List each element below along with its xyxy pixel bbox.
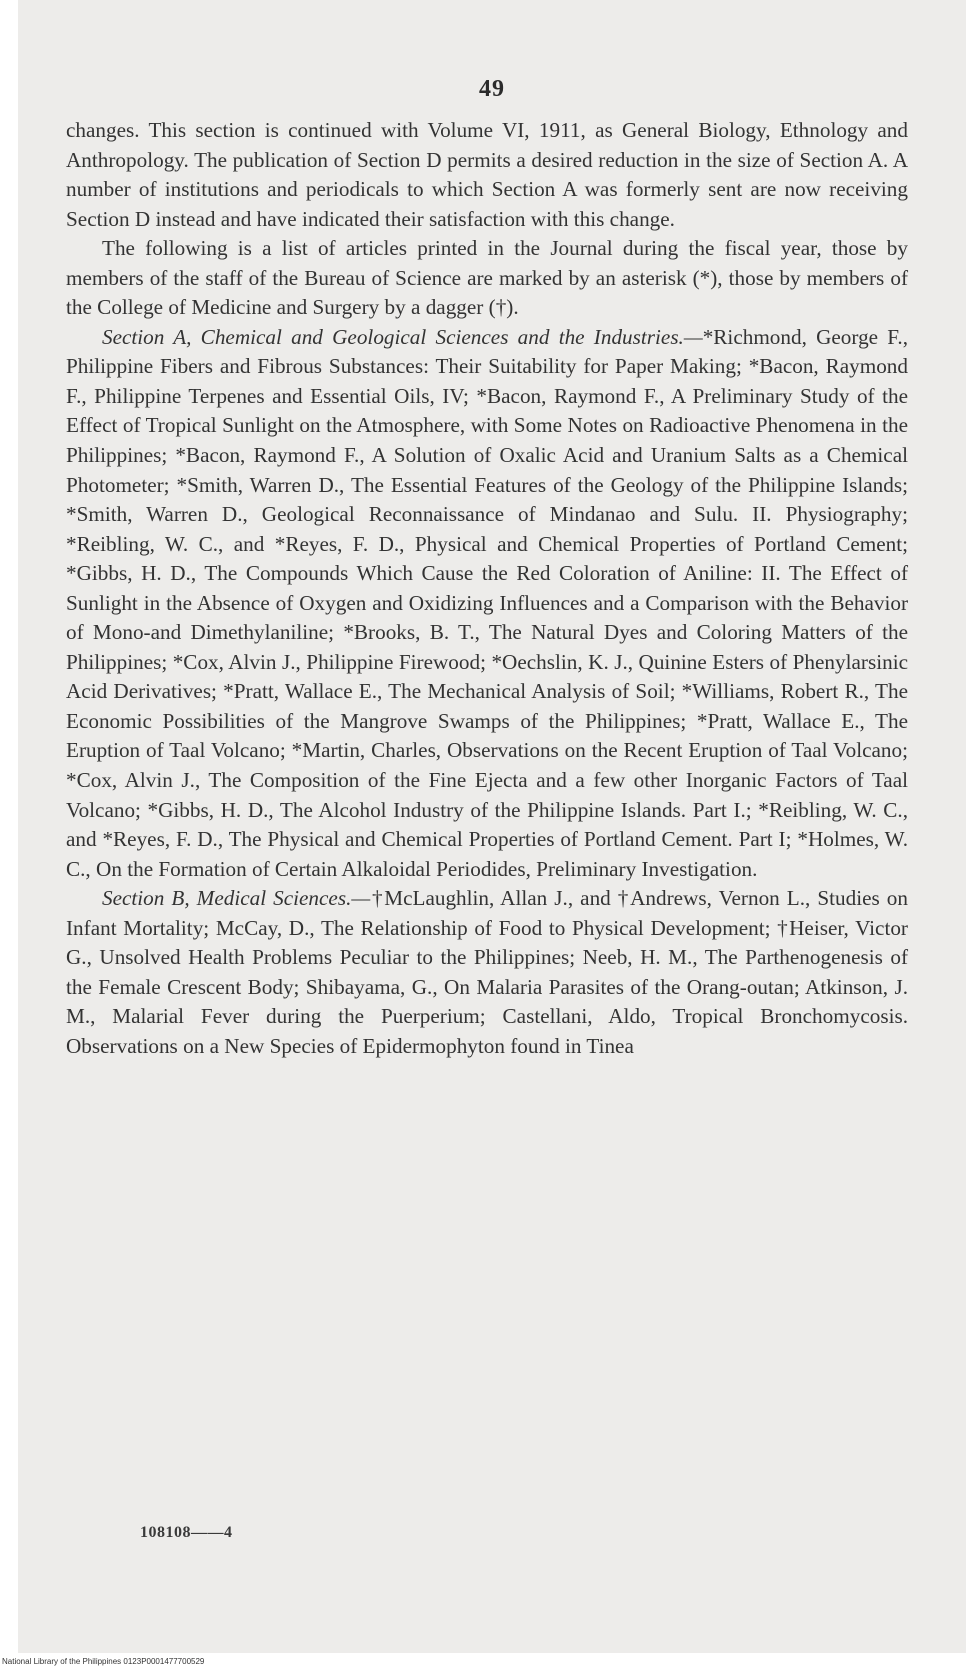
scanned-page (18, 0, 966, 1653)
section-b-heading: Section B, Medical Sciences.— (102, 886, 371, 911)
footer-strip (0, 1653, 966, 1674)
signature-mark: 108108——4 (140, 1524, 233, 1541)
page-body (66, 116, 908, 1062)
section-a-articles: *Richmond, George F., Philippine Fibers and Fibrous Substances: Their Suitability for Paper Making; *Bacon, Raymond F., Philippine Terpenes and Essential Oils, IV; *Bacon, Raymond F., A Preliminary Study of the Effect of Tropical Sunlight on the Atmosphere, with Some Notes on Radioactive Phenomena in the Philippines; *Bacon, Raymond F., A Solution of Oxalic Acid and Uranium Salts as a Chemical Photometer; *Smith, Warren D., The Essential Features of the Geology of the Philippine Islands; *Smith, Warren D., Geological Reconnaissance of Mindanao and Sulu. II. Physiography; *Reibling, W. C., and *Reyes, F. D., Physical and Chemical Properties of Portland Cement; *Gibbs, H. D., The Compounds Which Cause the Red Coloration of Aniline: II. The Effect of Sunlight in the Absence of Oxygen and Oxidizing Influences and a Comparison with the Behavior of Mono-and Dimethylaniline; *Brooks, B. T., The Natural Dyes and Coloring Matters of the Philippines; *Cox, Alvin J., Philippine Firewood; *Oechslin, K. J., Quinine Esters of Phenylarsinic Acid Derivatives; *Pratt, Wallace E., The Mechanical Analysis of Soil; *Williams, Robert R., The Economic Possibilities of the Mangrove Swamps of the Philippines; *Pratt, Wallace E., The Eruption of Taal Volcano; *Martin, Charles, Observations on the Recent Eruption of Taal Volcano; *Cox, Alvin J., The Composition of the Fine Ejecta and a few other Inorganic Factors of Taal Volcano; *Gibbs, H. D., The Alcohol Industry of the Philippine Islands. Part I.; *Reibling, W. C., and *Reyes, F. D., The Physical and Chemical Properties of Portland Cement. Part I; *Holmes, W. C., On the Formation of Certain Alkaloidal Periodides, Preliminary Investigation. (66, 324, 908, 881)
paragraph-continuation: changes. This section is continued with Volume VI, 1911, as General Biology, Ethnology and Anthropology. The publication of Section D permits a desired reduction in the size of Section A. A number of institutions and periodicals to which Section A was formerly sent are now receiving Section D instead and have indicated their satisfaction with this change. (66, 118, 908, 231)
paragraph-article-list-intro: The following is a list of articles printed in the Journal during the fiscal year, those by members of the staff of the Bureau of Science are marked by an asterisk (*), those by members of the College of Medicine and Surgery by a dagger (†). (66, 236, 908, 320)
page-number: 49 (479, 76, 505, 102)
section-a-paragraph (66, 323, 908, 884)
section-b-articles: †McLaughlin, Allan J., and †Andrews, Vernon L., Studies on Infant Mortality; McCay, D., The Relationship of Food to Physical Development; †Heiser, Victor G., Unsolved Health Problems Peculiar to the Philippines; Neeb, H. M., The Parthenogenesis of the Female Crescent Body; Shibayama, G., On Malaria Parasites of the Orang-outan; Atkinson, J. M., Malarial Fever during the Puerperium; Castellani, Aldo, Tropical Bronchomycosis. Observations on a New Species of Epidermophyton found in Tinea (66, 886, 908, 1058)
footer-note: National Library of the Philippines 0123P0001477700529 (2, 1657, 205, 1666)
section-b-paragraph (66, 884, 908, 1061)
section-a-heading: Section A, Chemical and Geological Sciences and the Industries.— (102, 324, 703, 349)
